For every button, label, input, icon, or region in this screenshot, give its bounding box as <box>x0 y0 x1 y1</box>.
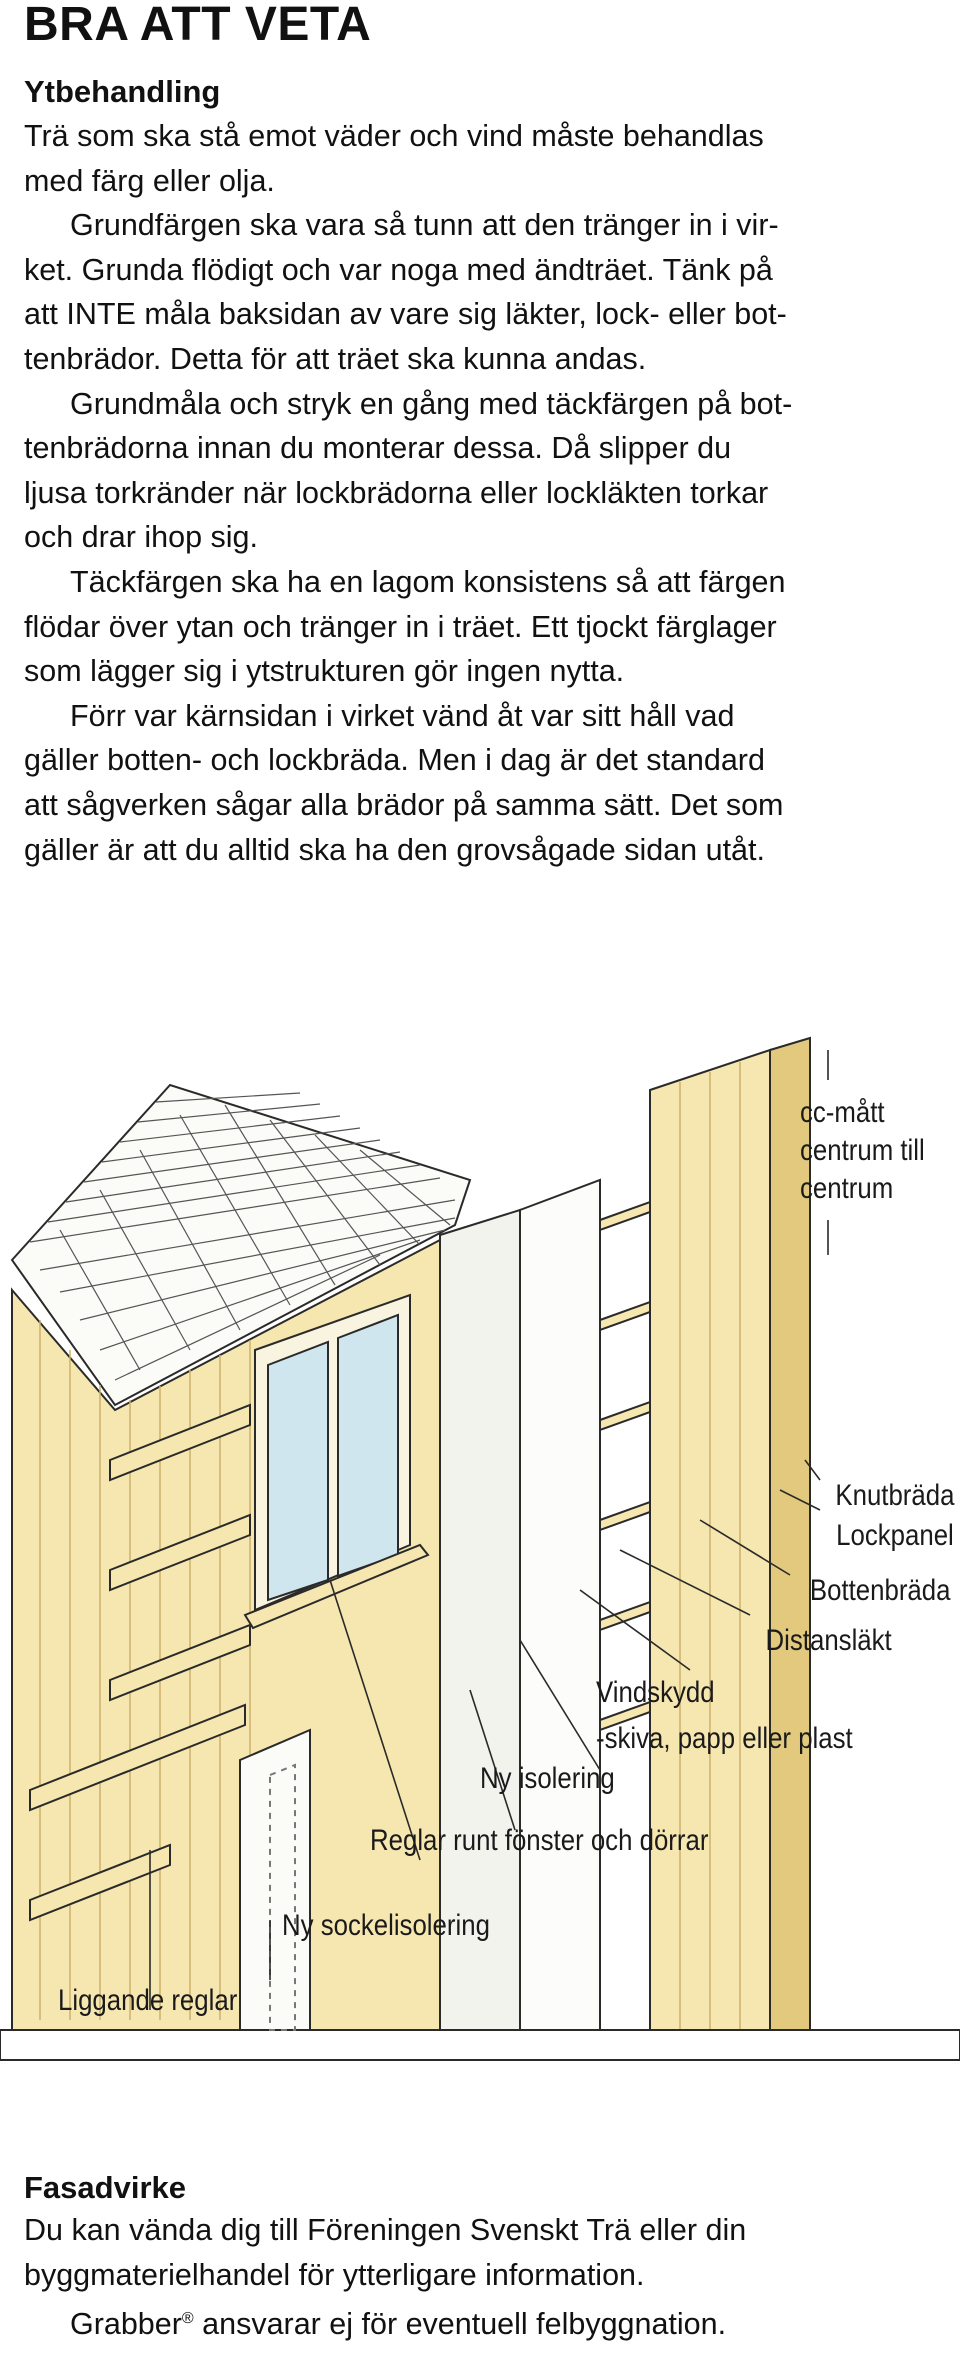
label-line: cc-mått <box>800 1096 885 1129</box>
text-line: Grundmåla och stryk en gång med täckfärgen på bot- <box>70 386 793 421</box>
paragraph <box>24 114 944 203</box>
text-line: ljusa torkränder när lockbrädorna eller lockläkten torkar <box>24 475 769 510</box>
text-line: Grundfärgen ska vara så tunn att den tränger in i vir- <box>70 208 779 243</box>
text-line: ket. Grunda flödigt och var noga med ändträet. Tänk på <box>24 252 773 287</box>
paragraph <box>24 382 944 560</box>
text-line: och drar ihop sig. <box>24 520 258 555</box>
text-line: flödar över ytan och tränger in i träet. Ett tjockt färglager <box>24 609 777 644</box>
text-line: att INTE måla baksidan av vare sig läkter, lock- eller bot- <box>24 297 787 332</box>
paragraph <box>24 694 944 872</box>
text-line: som lägger sig i ytstrukturen gör ingen nytta. <box>24 654 625 689</box>
text-line: med färg eller olja. <box>24 163 275 198</box>
text-line: Trä som ska stå emot väder och vind måste behandlas <box>24 119 764 153</box>
text-line: tenbrädor. Detta för att träet ska kunna andas. <box>24 341 647 376</box>
label-liggande-reglar: Liggande reglar <box>58 1984 238 2017</box>
label-line: centrum <box>800 1172 894 1205</box>
label-lockpanel: Lockpanel <box>836 1519 954 1552</box>
label-bottenbrada: Bottenbräda <box>809 1574 950 1607</box>
text-line: Du kan vända dig till Föreningen Svenskt Trä eller din <box>24 2213 747 2247</box>
label-vindskydd <box>596 1670 853 1762</box>
text-line: Förr var kärnsidan i virket vänd åt var sitt håll vad <box>70 698 735 733</box>
text-line: att sågverken sågar alla brädor på samma sätt. Det som <box>24 787 784 822</box>
label-line: centrum till <box>800 1134 925 1167</box>
paragraph <box>24 203 944 381</box>
paragraph <box>24 2297 944 2347</box>
section-heading-ytbehandling: Ytbehandling <box>24 74 221 109</box>
label-reglar-runt: Reglar runt fönster och dörrar <box>370 1824 709 1857</box>
text-line: gäller botten- och lockbräda. Men i dag är det standard <box>24 743 765 778</box>
paragraph <box>24 2208 944 2297</box>
text-line: Täckfärgen ska ha en lagom konsistens så att färgen <box>70 564 786 599</box>
label-ny-isolering: Ny isolering <box>480 1762 615 1795</box>
section-body-ytbehandling <box>24 114 944 872</box>
label-line: -skiva, papp eller plast <box>596 1722 853 1755</box>
facade-illustration <box>0 1030 960 2070</box>
brand-name: Grabber <box>70 2307 182 2342</box>
paragraph <box>24 560 944 694</box>
disclaimer-text: ansvarar ej för eventuell felbyggnation. <box>193 2307 727 2342</box>
label-cc-matt <box>800 1094 925 1208</box>
text-line: gäller är att du alltid ska ha den grovsågade sidan utåt. <box>24 832 765 867</box>
page-title: BRA ATT VETA <box>24 0 372 51</box>
label-distanslakt: Distansläkt <box>765 1624 892 1657</box>
insulation <box>520 1180 600 2030</box>
wind-barrier <box>440 1210 520 2030</box>
spacer-battens <box>600 1202 650 1730</box>
label-ny-sockelisolering: Ny sockelisolering <box>282 1909 490 1942</box>
label-line: Vindskydd <box>596 1676 715 1709</box>
section-body-fasadvirke <box>24 2208 944 2347</box>
text-line: byggmaterielhandel för ytterligare information. <box>24 2257 645 2292</box>
registered-mark: ® <box>181 2310 194 2328</box>
text-line: tenbrädorna innan du monterar dessa. Då slipper du <box>24 431 732 466</box>
label-knutbrada: Knutbräda <box>834 1479 954 1512</box>
section-heading-fasadvirke: Fasadvirke <box>24 2170 186 2205</box>
